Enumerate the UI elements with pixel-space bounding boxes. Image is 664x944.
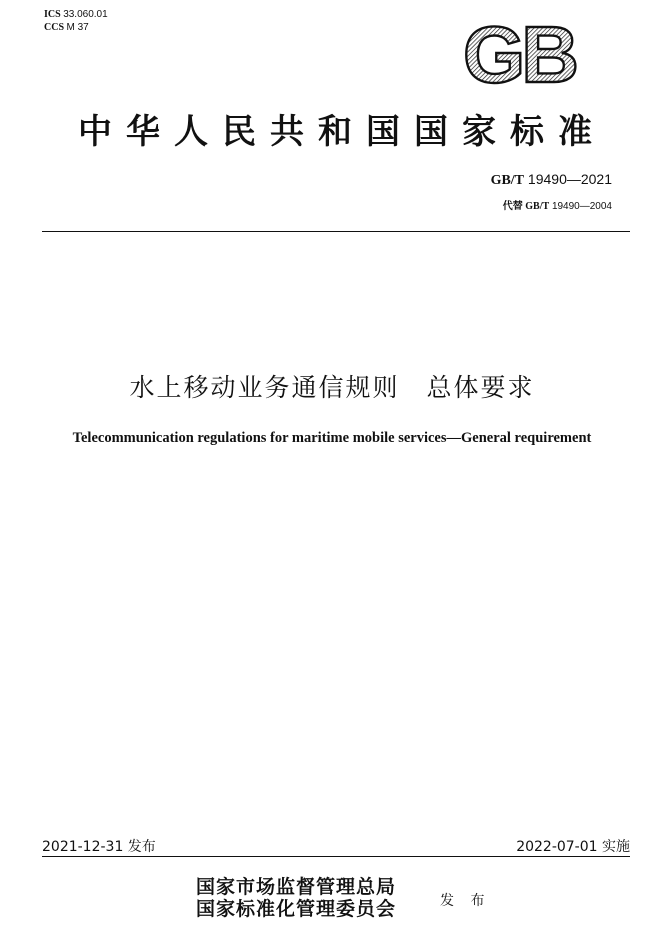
gb-logo bbox=[448, 16, 590, 90]
ccs-label: CCS bbox=[44, 22, 65, 33]
classification-codes bbox=[44, 8, 108, 34]
replaces-prefix: 代替 GB/T bbox=[502, 201, 550, 212]
gb-logo-icon bbox=[448, 16, 590, 90]
replaces-number: 19490—2004 bbox=[551, 201, 612, 212]
publish-label: 发 布 bbox=[440, 893, 491, 909]
document-title-cn: 水上移动业务通信规则 总体要求 bbox=[129, 373, 535, 402]
publisher-line-2: 国家标准化管理委员会 bbox=[196, 898, 397, 920]
gb-logo-text: GB bbox=[463, 16, 575, 90]
issue-date: 2021-12-31 发布 bbox=[42, 839, 156, 855]
publishers bbox=[196, 876, 396, 920]
header-divider bbox=[42, 231, 630, 232]
publisher-line-1: 国家市场监督管理总局 bbox=[196, 876, 397, 898]
ics-code bbox=[44, 8, 108, 21]
ccs-value: M 37 bbox=[66, 22, 89, 33]
standard-code-number: 19490—2021 bbox=[527, 171, 612, 187]
ccs-code bbox=[44, 21, 108, 34]
ics-value: 33.060.01 bbox=[63, 9, 108, 20]
implementation-date: 2022-07-01 实施 bbox=[516, 839, 630, 855]
standard-code-prefix: GB/T bbox=[490, 173, 525, 188]
footer-divider bbox=[42, 856, 630, 857]
standard-code bbox=[491, 171, 612, 189]
ics-label: ICS bbox=[44, 9, 61, 20]
replaces-code bbox=[503, 197, 612, 212]
document-title-en: Telecommunication regulations for maritime mobile services—General requirement bbox=[72, 430, 592, 446]
national-standard-title: 中华人民共和国国家标准 bbox=[78, 112, 606, 152]
